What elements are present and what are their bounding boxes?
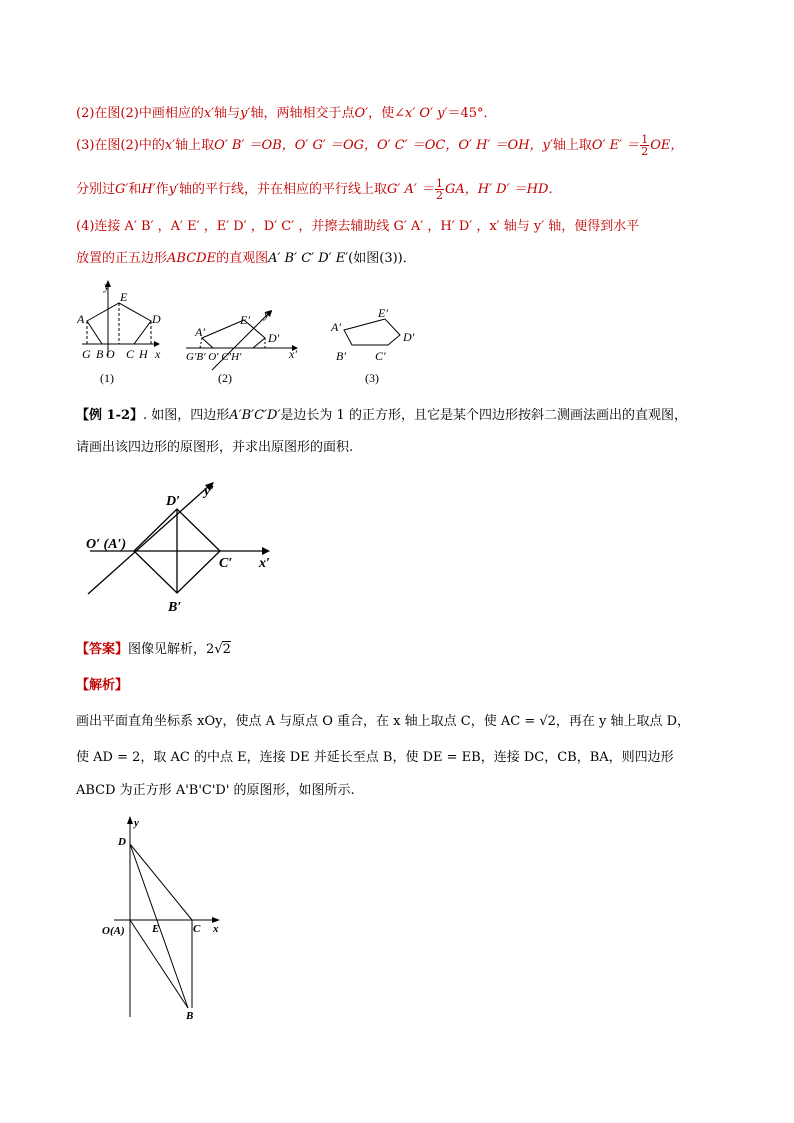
label-a-prime: A′	[195, 325, 205, 339]
figure-2-labels	[186, 307, 297, 385]
square-oblique-figure	[80, 475, 290, 615]
label-x: x	[213, 923, 219, 935]
label-o: O	[106, 347, 115, 361]
step-4-line2: 放置的正五边形ABCDE的直观图A′ B′ C′ D′ E′(如图(3))．	[76, 251, 416, 266]
label-d-prime: D′	[268, 331, 280, 345]
answer-tag: 【答案】	[76, 642, 129, 657]
label-origin: O(A)	[102, 925, 125, 937]
analysis-line-1: 画出平面直角坐标系 xOy，使点 A 与原点 O 重合，在 x 轴上取点 C，使 AC = √2，再在 y 轴上取点 D，	[76, 714, 691, 729]
label-bottom-points: G′B′ O′ C′H′	[186, 351, 242, 363]
step-3b-text: 分别过G′和H′作y′轴的平行线，并在相应的平行线上取G′ A′ ＝ $\frac{1}{2}$ GA，H′ D′ ＝HD．	[76, 177, 562, 202]
pentagon-figures	[60, 278, 320, 390]
label-c: C	[193, 923, 201, 935]
fraction-half: $\frac{1}{2}$	[641, 133, 649, 158]
label-x-prime: x′	[259, 556, 270, 571]
step-4-line1: (4)连接 A′ B′ ，A′ E′ ，E′ D′ ，D′ C′ ，并擦去辅助线 G′ A′ ，H′ D′ ，x′ 轴与 y′ 轴，便得到水平	[76, 219, 640, 234]
step-3-text: (3)在图(2)中的x′轴上取O′ B′ ＝OB，O′ G′ ＝OG，O′ C′ ＝OC，O′ H′ ＝OH，y′轴上取O′ E′ ＝ $\frac{1}{2}$ OE，	[76, 133, 684, 158]
label-e: E	[152, 923, 160, 935]
label-e: E	[120, 290, 128, 304]
label-d-prime: D′	[403, 330, 415, 344]
label-d: D	[152, 312, 161, 326]
caption-1: (1)	[100, 371, 114, 385]
original-quadrilateral-figure	[96, 812, 236, 1024]
label-y-prime: y′	[264, 307, 272, 321]
answer-line: 【答案】图像见解析，2√2	[76, 642, 231, 657]
label-y: y	[134, 817, 139, 829]
label-a: A	[77, 312, 85, 326]
label-b-prime: B′	[168, 600, 182, 615]
label-c-prime: C′	[375, 349, 386, 363]
step-2-text: (2)在图(2)中画相应的x′轴与y′轴，两轴相交于点O′，使∠x′ O′ y′＝45°．	[76, 106, 497, 121]
example-line-2: 请画出该四边形的原图形，并求出原图形的面积.	[76, 440, 354, 455]
label-d: D	[118, 836, 126, 848]
label-y-prime: y′	[204, 484, 215, 499]
figure-3-result	[328, 300, 428, 390]
label-y: y	[104, 279, 110, 293]
figure-1-labels	[76, 279, 161, 385]
label-origin: O′ (A′)	[86, 537, 127, 552]
example-line-1: 【例 1-2】. 如图，四边形A′B′C′D′是边长为 1 的正方形，且它是某个四边形按斜二测画法画出的直观图，	[76, 408, 687, 423]
fraction-half: $\frac{1}{2}$	[435, 177, 443, 202]
label-e-prime: E′	[240, 313, 250, 327]
label-c: C	[126, 347, 135, 361]
analysis-tag: 【解析】	[76, 678, 129, 693]
label-x-prime: x′	[289, 347, 297, 361]
label-d-prime: D′	[166, 494, 181, 509]
result-pentagon	[344, 319, 400, 345]
label-b: B	[186, 1010, 194, 1022]
label-a-prime: A′	[331, 320, 341, 334]
label-x: x	[155, 347, 161, 361]
caption-2: (2)	[218, 371, 232, 385]
label-e-prime: E′	[378, 306, 388, 320]
caption-3: (3)	[365, 371, 379, 385]
label-h: H	[139, 347, 148, 361]
label-b: B	[96, 347, 104, 361]
label-g: G	[82, 347, 91, 361]
analysis-line-2: 使 AD = 2，取 AC 的中点 E，连接 DE 并延长至点 B，使 DE = EB，连接 DC，CB，BA，则四边形	[76, 750, 674, 765]
label-b-prime: B′	[336, 349, 346, 363]
label-c-prime: C′	[219, 556, 233, 571]
analysis-line-3: ABCD 为正方形 A'B'C'D' 的原图形，如图所示.	[76, 783, 355, 798]
